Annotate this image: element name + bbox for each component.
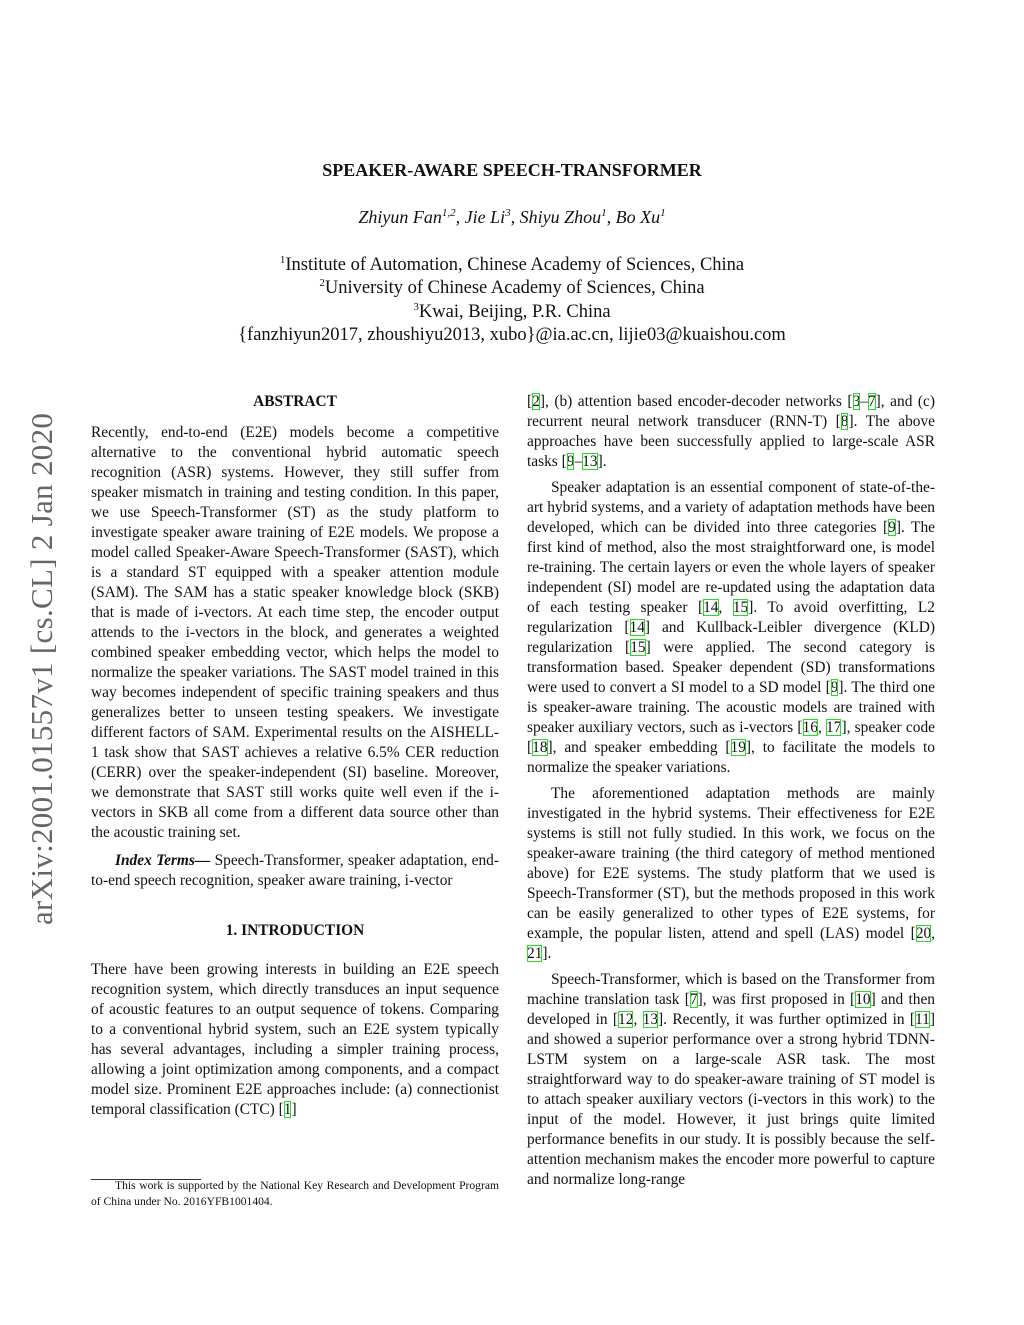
- abstract-text: Recently, end-to-end (E2E) models become a competitive alternative to the conventional hybrid automatic speech recognition (ASR) systems. However, they still suffer from speaker mismatch in training and testing condition. In this paper, we use Speech-Transformer (ST) as the study platform to investigate speaker aware training of E2E models. We propose a model called Speaker-Aware Speech-Transformer (SAST), which is a standard ST equipped with a speaker attention module (SAM). The SAM has a static speaker knowledge block (SKB) that is made of i-vectors. At each time step, the encoder output attends to the i-vectors in the block, and generates a weighted combined speaker embedding vector, which helps the model to normalize the speaker variations. The SAST model trained in this way becomes independent of specific training speakers and thus generalizes better to unseen testing speakers. We investigate different factors of SAM. Experimental results on the AISHELL-1 task show that SAST achieves a relative 6.5% CER reduction (CERR) over the speaker-independent (SI) baseline. Moreover, we demonstrate that SAST still works quite well even if the i-vectors in SKB all come from a different data source other than the acoustic training set.: [91, 424, 499, 841]
- citation-link[interactable]: 13: [642, 1011, 659, 1028]
- citation-link[interactable]: 1: [283, 1101, 292, 1118]
- citation-link[interactable]: 9: [830, 679, 839, 696]
- aff-sup: 3: [413, 300, 419, 313]
- aff-sup: 1: [279, 254, 286, 266]
- paragraph: Speech-Transformer, which is based on the Transformer from machine translation task [7], was first proposed in [10] and then developed in [12, 13]. Recently, it was further optimized in [11] and showed a superior performance over a strong hybrid TDNN-LSTM system on a large-scale ASR task. The most straightforward way to do speaker-aware training of ST model is to attach speaker auxiliary vectors (i-vectors in this work) to the input of the model. However, it just brings quite limited performance benefits in our study. It is possibly because the self-attention mechanism makes the encoder more powerful to capture and normalize long-range: [527, 971, 935, 1188]
- emails: {fanzhiyun2017, zhoushiyu2013, xubo}@ia.ac.cn, lijie03@kuaishou.com: [238, 324, 786, 345]
- affiliations: [0, 254, 1024, 347]
- aff-text: Kwai, Beijing, P.R. China: [418, 301, 611, 322]
- intro-heading: 1. INTRODUCTION: [225, 922, 365, 939]
- abstract-heading: ABSTRACT: [253, 393, 337, 410]
- author-sup: 1: [601, 207, 607, 219]
- author: Jie Li: [464, 207, 506, 227]
- paragraph: The aforementioned adaptation methods are mainly investigated in the hybrid systems. Their effectiveness for E2E systems is still not fully studied. In this work, we focus on the speaker-aware training (the third category of method mentioned above) for E2E systems. The study platform that we used is Speech-Transformer (ST), but the methods proposed in this work can be easily generalized to other types of E2E systems, for example, the popular listen, attend and spell (LAS) model [20, 21].: [527, 785, 935, 962]
- citation-link[interactable]: 11: [915, 1011, 930, 1028]
- citation-link[interactable]: 3: [852, 393, 861, 410]
- aff-text: Institute of Automation, Chinese Academy of Sciences, China: [285, 255, 745, 275]
- author: Zhiyun Fan: [358, 207, 442, 227]
- author-list: Zhiyun Fan$^{1,2}$, Jie Li$^3$, Shiyu Zhou$^1$, Bo Xu$^1$: [358, 207, 666, 227]
- author-sup: 1: [660, 207, 666, 219]
- author: Shiyu Zhou: [519, 207, 602, 227]
- index-terms-text: Speech-Transformer, speaker adaptation, end-to-end speech recognition, speaker aware training, i-vector: [91, 852, 499, 889]
- citation-link[interactable]: 9: [888, 519, 896, 536]
- citation-link[interactable]: 21: [527, 945, 543, 962]
- citation-link[interactable]: 18: [532, 739, 548, 756]
- aff-text: University of Chinese Academy of Sciences, China: [324, 278, 705, 299]
- paragraph: Speaker adaptation is an essential component of state-of-the-art hybrid systems, and a variety of adaptation methods have been developed, which can be divided into three categories [9]. The first kind of method, also the most straightforward one, is model re-training. The certain layers or even the whole layers of speaker independent (SI) model are re-updated using the adaptation data of each testing speaker [14, 15]. To avoid overfitting, L2 regularization [14] and Kullback-Leibler divergence (KLD) regularization [15] were applied. The second category is transformation based. Speaker dependent (SD) transformations were used to convert a SI model to a SD model [9]. The third one is speaker-aware training. The acoustic models are trained with speaker auxiliary vectors, such as i-vectors [16, 17], speaker code [18], and speaker embedding [19], to facilitate the models to normalize the speaker variations.: [527, 479, 936, 776]
- author-sup: 3: [505, 207, 511, 219]
- citation-link[interactable]: 17: [826, 719, 842, 736]
- citation-link[interactable]: 2: [532, 393, 540, 410]
- affiliation: [0, 254, 1024, 277]
- paper-title: SPEAKER-AWARE SPEECH-TRANSFORMER: [322, 160, 702, 180]
- citation-link[interactable]: 13: [582, 453, 598, 470]
- paragraph: [2], (b) attention based encoder-decoder networks [3–7], and (c) recurrent neural network transducer (RNN-T) [8]. The above approaches have been successfully applied to large-scale ASR tasks [9–13].: [527, 393, 935, 470]
- affiliation: [0, 277, 1024, 300]
- citation-link[interactable]: 16: [802, 719, 818, 736]
- author: Bo Xu: [615, 207, 661, 227]
- affiliation: [0, 301, 1024, 324]
- left-column: [91, 392, 499, 1126]
- citation-link[interactable]: 15: [630, 639, 646, 656]
- citation-link[interactable]: 15: [732, 599, 749, 616]
- aff-sup: 2: [319, 277, 325, 290]
- author-sup: 1,2: [441, 207, 456, 219]
- citation-link[interactable]: 19: [730, 739, 746, 756]
- index-terms: [91, 851, 499, 891]
- citation-link[interactable]: 14: [629, 619, 645, 636]
- citation-link[interactable]: 10: [855, 991, 871, 1008]
- citation-link[interactable]: 9: [566, 453, 575, 470]
- right-column: [527, 392, 935, 1196]
- citation-link[interactable]: 7: [867, 393, 876, 410]
- citation-link[interactable]: 12: [618, 1011, 634, 1028]
- citation-link[interactable]: 8: [840, 413, 849, 430]
- footnote: This work is supported by the National Key Research and Development Program of China under No. 2016YFB1001404.: [91, 1179, 499, 1208]
- arxiv-side-label: arXiv:2001.01557v1 [cs.CL] 2 Jan 2020: [24, 412, 59, 925]
- citation-link[interactable]: 7: [689, 991, 698, 1008]
- citation-link[interactable]: 14: [703, 599, 719, 616]
- intro-paragraph: There have been growing interests in building an E2E speech recognition system, which directly transduces an input sequence of acoustic features to an output sequence of tokens. Comparing to a conventional hybrid system, such an E2E system typically has several advantages, including a simpler training process, allowing a joint optimization among components, and a compact model size. Prominent E2E approaches include: (a) connectionist temporal classification (CTC) [1]: [91, 961, 499, 1118]
- index-terms-label: Index Terms—: [115, 852, 211, 869]
- citation-link[interactable]: 20: [915, 925, 932, 942]
